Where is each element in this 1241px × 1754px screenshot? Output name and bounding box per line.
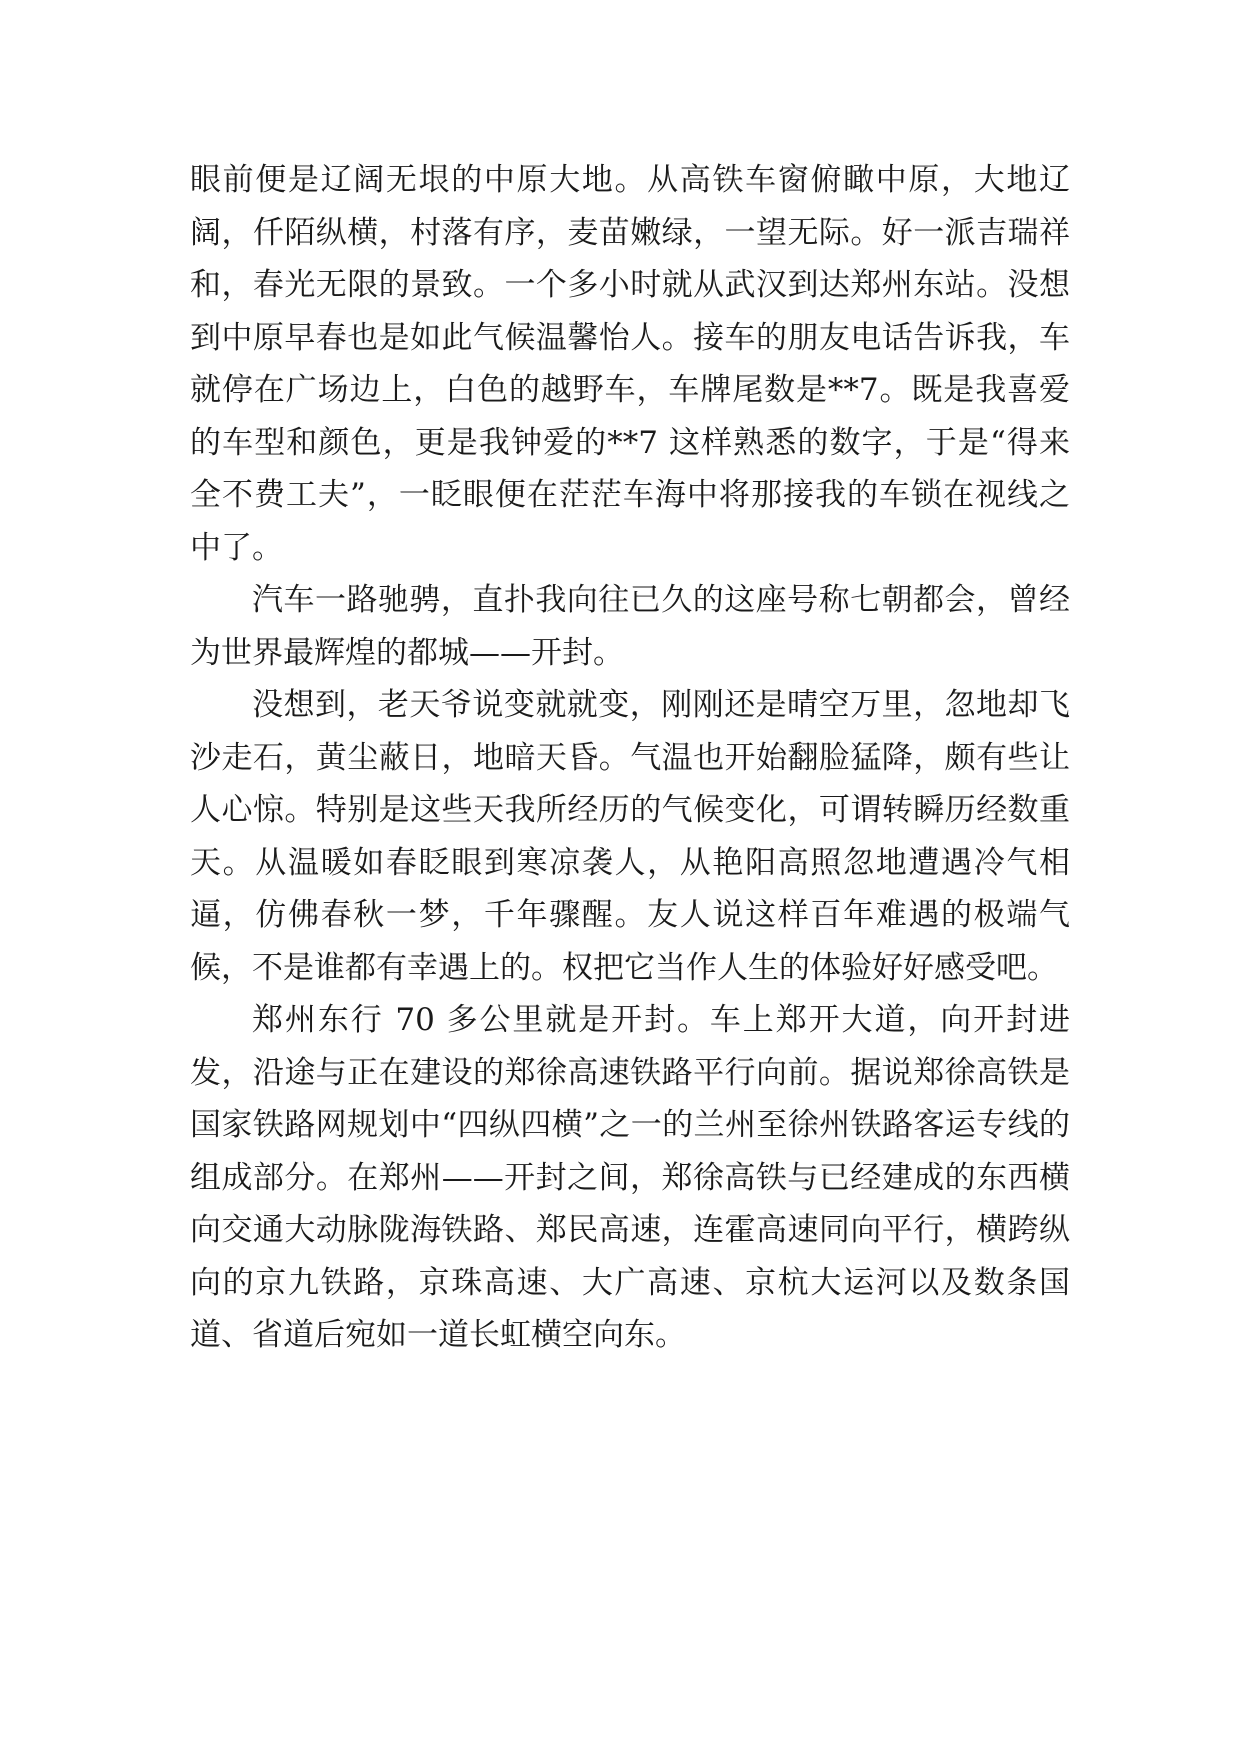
paragraph-4: 郑州东行 70 多公里就是开封。车上郑开大道，向开封进发，沿途与正在建设的郑徐高速铁路平行向前。据说郑徐高铁是国家铁路网规划中“四纵四横”之一的兰州至徐州铁路客运专线的组成部分。在郑州——开封之间，郑徐高铁与已经建成的东西横向交通大动脉陇海铁路、郑民高速，连霍高速同向平行，横跨纵向的京九铁路，京珠高速、大广高速、京杭大运河以及数条国道、省道后宛如一道长虹横空向东。	[190, 1002, 1070, 1353]
paragraph-3: 没想到，老天爷说变就就变，刚刚还是晴空万里，忽地却飞沙走石，黄尘蔽日，地暗天昏。气温也开始翻脸猛降，颇有些让人心惊。特别是这些天我所经历的气候变化，可谓转瞬历经数重天。从温暖如春眨眼到寒凉袭人，从艳阳高照忽地遭遇冷气相逼，仿佛春秋一梦，千年骤醒。友人说这样百年难遇的极端气候，不是谁都有幸遇上的。权把它当作人生的体验好好感受吧。	[190, 687, 1070, 986]
body-text	[190, 154, 1070, 1362]
paragraph-1: 眼前便是辽阔无垠的中原大地。从高铁车窗俯瞰中原，大地辽阔，仟陌纵横，村落有序，麦苗嫩绿，一望无际。好一派吉瑞祥和，春光无限的景致。一个多小时就从武汉到达郑州东站。没想到中原早春也是如此气候温馨怡人。接车的朋友电话告诉我，车就停在广场边上，白色的越野车，车牌尾数是**7。既是我喜爱的车型和颜色，更是我钟爱的**7 这样熟悉的数字，于是“得来全不费工夫”，一眨眼便在茫茫车海中将那接我的车锁在视线之中了。	[190, 162, 1070, 566]
paragraph-2: 汽车一路驰骋，直扑我向往已久的这座号称七朝都会，曾经为世界最辉煌的都城——开封。	[190, 582, 1070, 671]
